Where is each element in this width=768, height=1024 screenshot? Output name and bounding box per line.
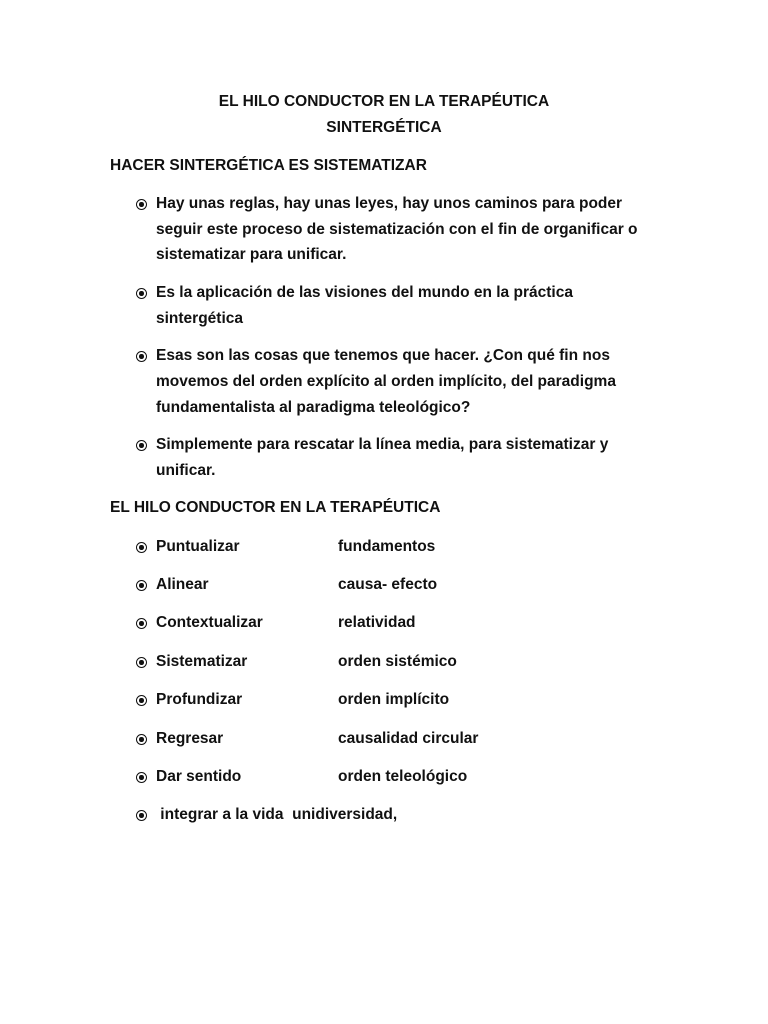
list-item-description: orden sistémico bbox=[338, 653, 457, 670]
list-item-line: fundamentalista al paradigma teleológico? bbox=[156, 399, 471, 416]
list-item-description: orden teleológico bbox=[338, 768, 468, 785]
list-item-term: Contextualizar bbox=[156, 614, 263, 631]
list-item-line: movemos del orden explícito al orden implícito, del paradigma bbox=[156, 373, 616, 390]
radio-bullet-icon bbox=[136, 657, 147, 668]
list-item-term: Profundizar bbox=[156, 691, 243, 708]
radio-bullet-icon bbox=[136, 288, 147, 299]
radio-bullet-icon bbox=[136, 440, 147, 451]
list-item-line: Esas son las cosas que tenemos que hacer. ¿Con qué fin nos bbox=[156, 347, 610, 364]
list-item-term: Sistematizar bbox=[156, 653, 248, 670]
list-item-description: relatividad bbox=[338, 614, 416, 631]
list-item-term: Alinear bbox=[156, 576, 209, 593]
list-item-description: causalidad circular bbox=[338, 730, 479, 747]
list-item-term: Puntualizar bbox=[156, 538, 240, 555]
list-item-line: Es la aplicación de las visiones del mundo en la práctica bbox=[156, 284, 573, 301]
section-heading-sistematizar: HACER SINTERGÉTICA ES SISTEMATIZAR bbox=[110, 157, 427, 174]
list-item-line: Hay unas reglas, hay unas leyes, hay unos caminos para poder bbox=[156, 195, 623, 212]
radio-bullet-icon bbox=[136, 810, 147, 821]
list-item-description: orden implícito bbox=[338, 691, 450, 708]
list-item-description: fundamentos bbox=[338, 538, 436, 555]
radio-bullet-icon bbox=[136, 199, 147, 210]
list-item-description: causa- efecto bbox=[338, 576, 438, 593]
document-title-line-2: SINTERGÉTICA bbox=[326, 119, 442, 136]
list-item-line: Simplemente para rescatar la línea media, para sistematizar y bbox=[156, 436, 609, 453]
radio-bullet-icon bbox=[136, 695, 147, 706]
list-item-line: unificar. bbox=[156, 462, 216, 479]
radio-bullet-icon bbox=[136, 542, 147, 553]
radio-bullet-icon bbox=[136, 351, 147, 362]
radio-bullet-icon bbox=[136, 580, 147, 591]
list-item-line: seguir este proceso de sistematización con el fin de organificar o bbox=[156, 221, 638, 238]
list-item-term: Dar sentido bbox=[156, 768, 242, 785]
list-item-term: Regresar bbox=[156, 730, 224, 747]
list-item-line: integrar a la vida unidiversidad, bbox=[156, 806, 398, 823]
radio-bullet-icon bbox=[136, 772, 147, 783]
list-item-line: sintergética bbox=[156, 310, 244, 327]
radio-bullet-icon bbox=[136, 734, 147, 745]
section-heading-hilo-conductor: EL HILO CONDUCTOR EN LA TERAPÉUTICA bbox=[110, 499, 441, 516]
radio-bullet-icon bbox=[136, 618, 147, 629]
list-item-line: sistematizar para unificar. bbox=[156, 246, 347, 263]
document-title-line-1: EL HILO CONDUCTOR EN LA TERAPÉUTICA bbox=[218, 93, 550, 110]
